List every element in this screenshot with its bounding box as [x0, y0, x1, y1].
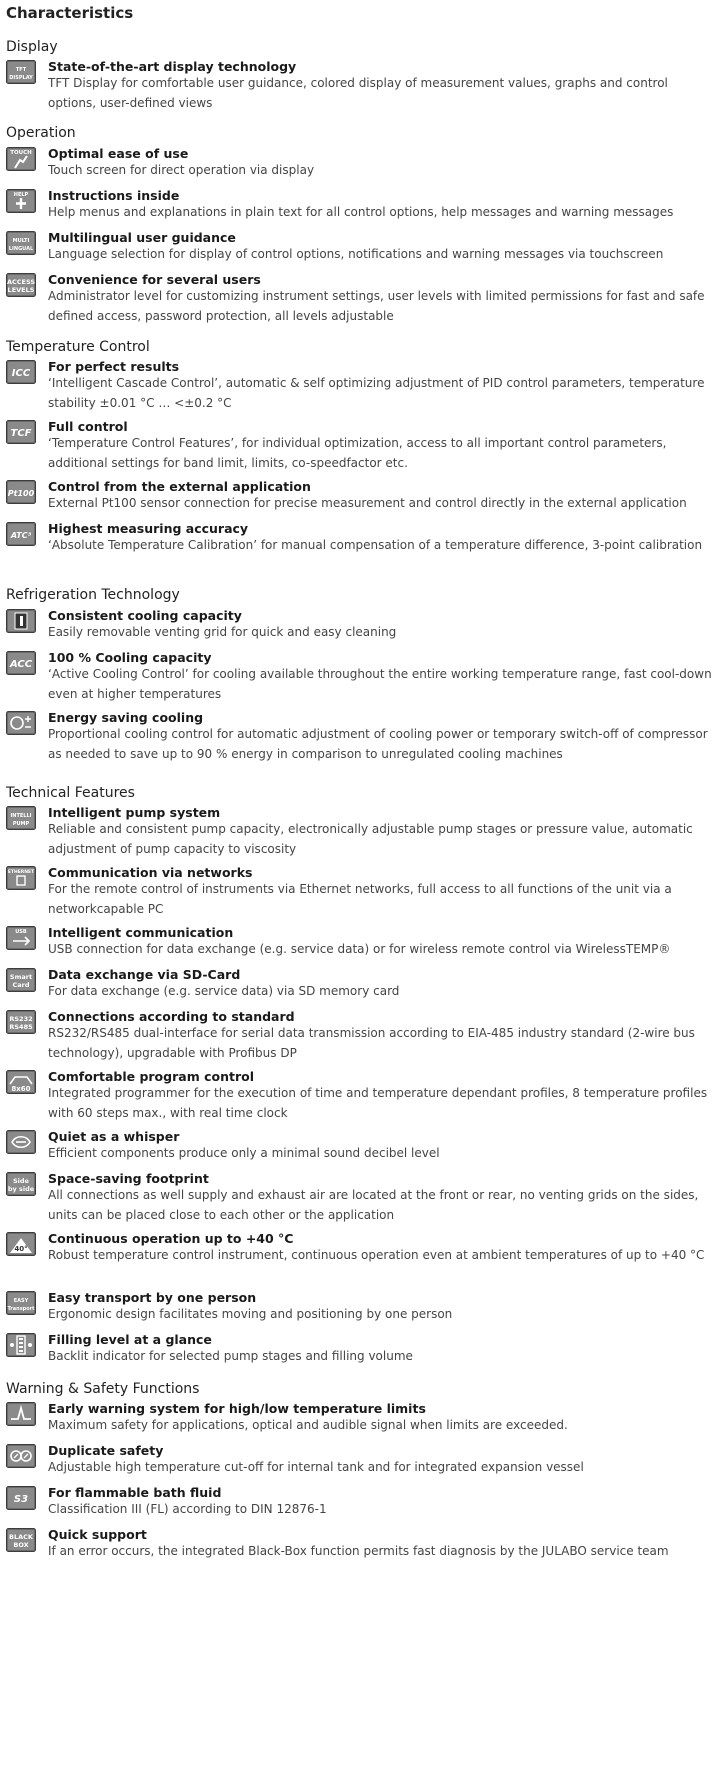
feature-title: Quiet as a whisper [48, 1129, 180, 1144]
feature-description: Maximum safety for applications, optical and audible signal when limits are exceeded. [48, 1418, 568, 1432]
svg-text:BLACK: BLACK [9, 1533, 33, 1541]
feature-description: Backlit indicator for selected pump stages and filling volume [48, 1349, 413, 1363]
svg-text:LINGUAL: LINGUAL [8, 246, 34, 252]
feature-title: Data exchange via SD-Card [48, 967, 241, 982]
programmer-icon [6, 1070, 36, 1094]
section-heading: Temperature Control [6, 339, 150, 355]
feature-title: State-of-the-art display technology [48, 59, 297, 74]
svg-text:Side: Side [13, 1177, 29, 1185]
feature-description: External Pt100 sensor connection for precise measurement and control directly in the external application [48, 496, 687, 510]
svg-text:RS232: RS232 [9, 1015, 33, 1023]
svg-text:PUMP: PUMP [12, 821, 30, 827]
feature-description: Efficient components produce only a minimal sound decibel level [48, 1146, 440, 1160]
section-heading: Warning & Safety Functions [6, 1381, 200, 1397]
svg-text:Smart: Smart [9, 973, 33, 981]
acc-icon [6, 651, 36, 675]
svg-text:40°: 40° [14, 1245, 28, 1253]
svg-text:MULTI: MULTI [12, 238, 30, 244]
feature-description: ‘Temperature Control Features’, for individual optimization, access to all important control parameters, additional settings for band limit, limits, co-speedfactor etc. [48, 436, 667, 470]
feature-description: ‘Absolute Temperature Calibration’ for manual compensation of a temperature difference, 3-point calibration [48, 538, 703, 552]
feature-title: Continuous operation up to +40 °C [48, 1231, 294, 1246]
svg-text:8x60: 8x60 [11, 1085, 31, 1093]
feature-description: All connections as well supply and exhaust air are located at the front or rear, no venting grids on the sides, units can be placed close to each other or the application [48, 1188, 699, 1222]
svg-text:Pt100: Pt100 [7, 489, 35, 498]
svg-text:by side: by side [7, 1185, 35, 1193]
feature-description: USB connection for data exchange (e.g. service data) or for wireless remote control via WirelessTEMP® [48, 942, 671, 956]
feature-description: ‘Active Cooling Control’ for cooling available throughout the entire working temperature range, fast cool-down even at higher temperatures [48, 667, 712, 701]
rs232-rs485-icon [6, 1010, 36, 1034]
feature-description: Integrated programmer for the execution of time and temperature dependant profiles, 8 temperature profiles with 60 steps max., with real time clock [48, 1086, 708, 1120]
filling-level-icon [6, 1333, 36, 1357]
easy-transport-icon [6, 1291, 36, 1315]
svg-text:ETHERNET: ETHERNET [7, 870, 35, 875]
energy-saving-icon [6, 711, 36, 735]
feature-title: Easy transport by one person [48, 1290, 257, 1305]
feature-title: Full control [48, 419, 128, 434]
feature-title: Highest measuring accuracy [48, 521, 249, 536]
black-box-icon [6, 1528, 36, 1552]
feature-title: For perfect results [48, 359, 180, 374]
section-heading: Operation [6, 125, 76, 141]
feature-title: Connections according to standard [48, 1009, 295, 1024]
feature-title: Optimal ease of use [48, 146, 189, 161]
feature-title: Energy saving cooling [48, 710, 204, 725]
svg-text:TOUCH: TOUCH [10, 150, 32, 156]
feature-description: Easily removable venting grid for quick and easy cleaning [48, 625, 397, 639]
feature-description: For the remote control of instruments via Ethernet networks, full access to all functions of the unit via a networkcapable PC [48, 882, 672, 916]
svg-text:Card: Card [12, 981, 30, 989]
feature-description: Robust temperature control instrument, continuous operation even at ambient temperatures of up to +40 °C [48, 1248, 705, 1262]
feature-description: ‘Intelligent Cascade Control’, automatic & self optimizing adjustment of PID control parameters, temperature stability ±0.01 °C … <±0.2 °C [48, 376, 705, 410]
feature-description: Touch screen for direct operation via display [48, 163, 315, 177]
feature-description: Reliable and consistent pump capacity, electronically adjustable pump stages or pressure value, automatic adjustment of pump capacity to viscosity [48, 822, 693, 856]
atc3-icon [6, 522, 36, 546]
usb-icon [6, 926, 36, 950]
tft-display-icon [6, 60, 36, 84]
venting-grid-icon [6, 609, 36, 633]
feature-description: Administrator level for customizing instrument settings, user levels with limited permissions for fast and safe defined access, password protection, all levels adjustable [48, 289, 705, 323]
svg-text:RS485: RS485 [9, 1023, 33, 1031]
feature-title: 100 % Cooling capacity [48, 650, 212, 665]
svg-text:TFT: TFT [15, 67, 27, 73]
duplicate-safety-icon [6, 1444, 36, 1468]
svg-text:INTELLI: INTELLI [10, 813, 32, 819]
svg-text:LEVELS: LEVELS [7, 286, 35, 294]
feature-title: Multilingual user guidance [48, 230, 236, 245]
ethernet-icon [6, 866, 36, 890]
feature-description: Ergonomic design facilitates moving and positioning by one person [48, 1307, 453, 1321]
access-levels-icon [6, 273, 36, 297]
svg-text:ICC: ICC [11, 368, 31, 379]
help-icon [6, 189, 36, 213]
section-heading: Refrigeration Technology [6, 587, 180, 603]
feature-description: Adjustable high temperature cut-off for internal tank and for integrated expansion vessel [48, 1460, 584, 1474]
icc-icon [6, 360, 36, 384]
sd-card-icon [6, 968, 36, 992]
plus40-icon [6, 1232, 36, 1256]
svg-text:HELP: HELP [13, 192, 29, 198]
feature-description: RS232/RS485 dual-interface for serial data transmission according to EIA-485 industry standard (2-wire bus technology), upgradable with Profibus DP [48, 1026, 695, 1060]
touch-icon [6, 147, 36, 171]
section-heading: Technical Features [6, 785, 135, 801]
feature-title: Communication via networks [48, 865, 253, 880]
svg-text:ACCESS: ACCESS [6, 278, 36, 286]
page-title: Characteristics [6, 4, 134, 22]
svg-text:Transport: Transport [7, 1306, 35, 1312]
feature-title: Intelligent communication [48, 925, 234, 940]
svg-text:S3: S3 [13, 1494, 29, 1505]
feature-description: For data exchange (e.g. service data) via SD memory card [48, 984, 400, 998]
feature-description: TFT Display for comfortable user guidance, colored display of measurement values, graphs and control options, user-defined views [48, 76, 668, 110]
feature-title: Consistent cooling capacity [48, 608, 242, 623]
feature-title: Comfortable program control [48, 1069, 254, 1084]
feature-title: Instructions inside [48, 188, 180, 203]
feature-title: Control from the external application [48, 479, 311, 494]
svg-text:ATC³: ATC³ [10, 531, 32, 540]
feature-title: Early warning system for high/low temperature limits [48, 1401, 426, 1416]
early-warning-icon [6, 1402, 36, 1426]
pt100-icon [6, 480, 36, 504]
svg-text:EASY: EASY [13, 1298, 29, 1304]
intelli-pump-icon [6, 806, 36, 830]
feature-description: Help menus and explanations in plain text for all control options, help messages and warning messages [48, 205, 674, 219]
feature-description: Classification III (FL) according to DIN 12876-1 [48, 1502, 327, 1516]
feature-description: If an error occurs, the integrated Black-Box function permits fast diagnosis by the JULABO service team [48, 1544, 669, 1558]
section-heading: Display [6, 39, 58, 55]
s3-icon [6, 1486, 36, 1510]
svg-text:TCF: TCF [10, 428, 32, 439]
svg-text:ACC: ACC [9, 659, 33, 670]
feature-title: Duplicate safety [48, 1443, 164, 1458]
feature-title: Filling level at a glance [48, 1332, 212, 1347]
multilingual-icon [6, 231, 36, 255]
feature-description: Proportional cooling control for automatic adjustment of cooling power or temporary switch-off of compressor as needed to save up to 90 % energy in comparison to unregulated cooling machines [48, 727, 708, 761]
tcf-icon [6, 420, 36, 444]
svg-text:DISPLAY: DISPLAY [9, 75, 33, 81]
quiet-icon [6, 1130, 36, 1154]
feature-title: Space-saving footprint [48, 1171, 209, 1186]
svg-text:BOX: BOX [13, 1541, 29, 1549]
feature-title: For flammable bath fluid [48, 1485, 222, 1500]
svg-text:USB: USB [15, 929, 27, 935]
feature-description: Language selection for display of control options, notifications and warning messages via touchscreen [48, 247, 664, 261]
feature-title: Quick support [48, 1527, 147, 1542]
feature-title: Intelligent pump system [48, 805, 221, 820]
side-by-side-icon [6, 1172, 36, 1196]
feature-title: Convenience for several users [48, 272, 261, 287]
